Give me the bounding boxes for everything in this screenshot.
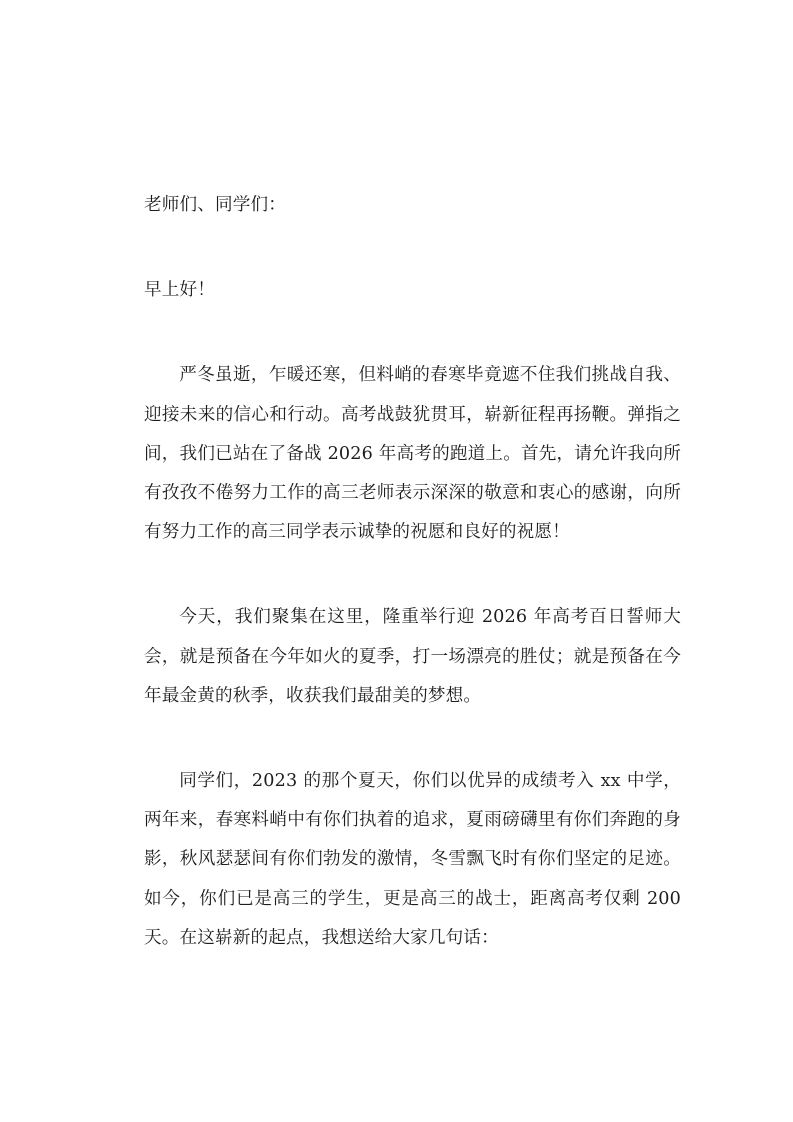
spacer-after-paragraph-1 xyxy=(144,552,681,598)
body-paragraph-1: 严冬虽逝，乍暖还寒，但料峭的春寒毕竟遮不住我们挑战自我、迎接未来的信心和行动。高考战鼓犹贯耳，崭新征程再扬鞭。弹指之间，我们已站在了备战 2026 年高考的跑道上。首先，请允许我向所有孜孜不倦努力工作的高三老师表示深深的敬意和衷心的感谢，向所有努力工作的高三同学表示诚挚的祝愿和良好的祝愿！ xyxy=(144,365,681,543)
greeting-line: 早上好！ xyxy=(144,280,215,301)
body-paragraph-3: 同学们，2023 的那个夏天，你们以优异的成绩考入 xx 中学，两年来，春寒料峭中有你们执着的追求，夏雨磅礴里有你们奔跑的身影，秋风瑟瑟间有你们勃发的激情，冬雪飘飞时有你们坚定的足迹。如今，你们已是高三的学生，更是高三的战士，距离高考仅剩 200 天。在这崭新的起点，我想送给大家几句话： xyxy=(144,771,681,948)
spacer-after-salutation xyxy=(144,225,681,271)
salutation-line: 老师们、同学们： xyxy=(144,195,286,215)
body-paragraph-2: 今天，我们聚集在这里，隆重举行迎 2026 年高考百日誓师大会，就是预备在今年如火的夏季，打一场漂亮的胜仗；就是预备在今年最金黄的秋季，收获我们最甜美的梦想。 xyxy=(144,607,681,706)
document-text-body xyxy=(144,186,681,958)
spacer-after-paragraph-2 xyxy=(144,716,681,762)
spacer-after-greeting xyxy=(144,310,681,356)
